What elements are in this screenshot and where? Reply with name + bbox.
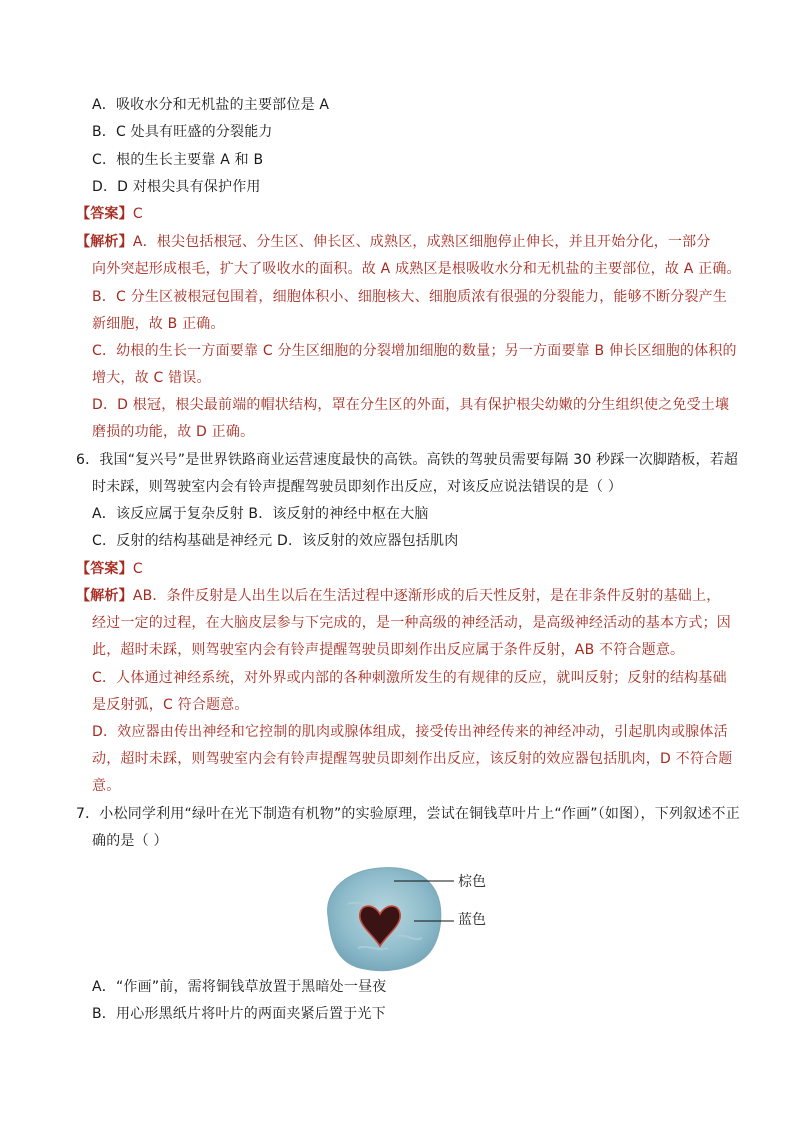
q6-answer [76,560,143,578]
q5-analysis-line: 增大，故 C 错误。 [92,370,211,386]
q7-stem-line: 7．小松同学利用“绿叶在光下制造有机物”的实验原理，尝试在铜钱草叶片上“作画”（如图），下列叙述不正 [76,806,740,822]
q5-answer [76,205,143,223]
analysis-text: A．根尖包括根冠、分生区、伸长区、成熟区，成熟区细胞停止伸长，并且开始分化，一部分 [132,234,711,250]
q7-stem-line: 确的是（ ） [92,833,168,849]
q6-options-row: A．该反应属于复杂反射 B．该反射的神经中枢在大脑 [92,506,429,522]
q5-analysis-line: C．幼根的生长一方面要靠 C 分生区细胞的分裂增加细胞的数量；另一方面要靠 B 伸长区细胞的体积的 [92,343,737,359]
q6-analysis-line: 是反射弧，C 符合题意。 [92,697,249,713]
q5-analysis-line: 新细胞，故 B 正确。 [92,316,225,332]
q6-analysis-line: 此，超时未踩，则驾驶室内会有铃声提醒驾驶员即刻作出反应属于条件反射，AB 不符合题意。 [92,642,685,658]
q6-analysis-line: 动，超时未踩，则驾驶室内会有铃声提醒驾驶员即刻作出反应，该反射的效应器包括肌肉，D 不符合题 [92,751,733,767]
q5-analysis-line [76,233,711,251]
analysis-tag: 【解析】 [76,588,133,604]
q7-option-a: A．“作画”前，需将铜钱草放置于黑暗处一昼夜 [92,979,387,995]
q6-analysis-line: 意。 [92,778,121,794]
q6-analysis-line: 经过一定的过程，在大脑皮层参与下完成的，是一种高级的神经活动，是高级神经活动的基本方式；因 [92,615,731,631]
q5-option-a: A．吸收水分和无机盐的主要部位是 A [92,97,330,113]
q5-analysis-line: 向外突起形成根毛，扩大了吸收水的面积。故 A 成熟区是根吸收水分和无机盐的主要部位，故 A 正确。 [92,261,741,277]
q5-analysis-line: B．C 分生区被根冠包围着，细胞体积小、细胞核大、细胞质浓有很强的分裂能力，能够不断分裂产生 [92,289,728,305]
q5-analysis-line: D．D 根冠，根尖最前端的帽状结构，罩在分生区的外面，具有保护根尖幼嫩的分生组织使之免受土壤 [92,397,730,413]
answer-tag: 【答案】 [76,561,133,577]
q5-option-b: B．C 处具有旺盛的分裂能力 [92,124,273,140]
q5-option-d: D．D 对根尖具有保护作用 [92,179,261,195]
q6-options-row: C．反射的结构基础是神经元 D．该反射的效应器包括肌肉 [92,533,459,549]
q5-option-c: C．根的生长主要靠 A 和 B [92,152,264,168]
q7-option-b: B．用心形黑纸片将叶片的两面夹紧后置于光下 [92,1006,386,1022]
answer-tag: 【答案】 [76,206,133,222]
q6-stem-line: 6．我国“复兴号”是世界铁路商业运营速度最快的高铁。高铁的驾驶员需要每隔 30 秒踩一次脚踏板，若超 [76,452,739,468]
q6-stem-line: 时未踩，则驾驶室内会有铃声提醒驾驶员即刻作出反应，对该反应说法错误的是（ ） [92,479,623,495]
figure-label-blue: 蓝色 [458,912,486,928]
analysis-tag: 【解析】 [76,234,133,250]
figure-label-brown: 棕色 [458,874,486,890]
answer-value: C [132,561,143,577]
answer-value: C [132,206,143,222]
q6-analysis-line: D．效应器由传出神经和它控制的肌肉或腺体组成，接受传出神经传来的神经冲动，引起肌肉或腺体活 [92,724,728,740]
q6-analysis-line: C．人体通过神经系统，对外界或内部的各种刺激所发生的有规律的反应，就叫反射；反射的结构基础 [92,670,727,686]
q6-analysis-line [76,587,720,605]
analysis-text: AB．条件反射是人出生以后在生活过程中逐渐形成的后天性反射，是在非条件反射的基础上， [132,588,721,604]
q5-analysis-line: 磨损的功能，故 D 正确。 [92,424,255,440]
